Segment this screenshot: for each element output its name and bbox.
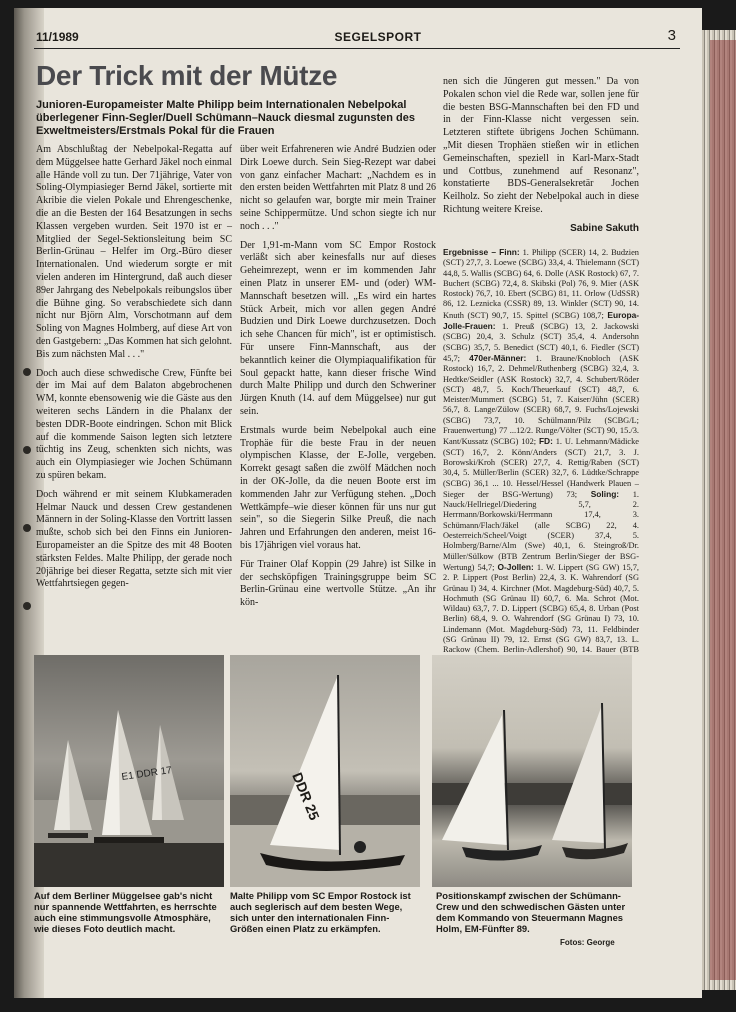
photo-credit: Fotos: George [560,938,615,947]
author-byline: Sabine Sakuth [570,222,639,234]
magazine-title: SEGELSPORT [334,30,422,44]
issue-number: 11/1989 [36,30,79,44]
results-soling: 1. Nauck/Hellriegel/Diedering 5,7, 2. Herrmann/Borkowski/Herrmann 17,4, 3. Schümann/Flach/Jäkel (alle SCBG) 22, 4. Oesterreich/Scheel/Voigt (SCER) 37,4, 5. Holmberg/Barne/Alm (Swe) 40,1, 6. Steingroß/Dr. Müller/Sülkow (BTB Zentrum Berlin/Sieger der BSG-Wertung) 54,7; [443,489,639,572]
article-headline: Der Trick mit der Mütze [36,60,338,91]
paragraph: Erstmals wurde beim Nebelpokal auch eine Trophäe für die beste Frau in der neuen olympischen Klasse, der E-Jolle, vergeben. Korrekt gesagt saßen die zwölf Mädchen noch in der OK-Jolle, da die neuen Boote erst im kommenden Jahr zur Verfügung stehen. „Doch Wettkämpfe–wie dieser können für uns nur gut sein", so die Siegerin Silke Preuß, die nach Jahren und Erfahrungen den anderen, meist 16- bis 17jährigen viel voraus hat. [240,424,436,551]
photo-caption: Auf dem Berliner Müggelsee gab's nicht nur spannende Wettfahrten, es herrschte auch eine stimmungsvolle Atmosphäre, wie dieses Foto deutlich macht. [34,890,217,934]
sailboats-illustration [34,655,224,887]
paragraph: Am Abschlußtag der Nebelpokal-Regatta auf dem Müggelsee hatte Gerhard Jäkel noch einmal alle Hände voll zu tun. Der 71jährige, Vater von Soling-Olympiasieger Bernd Jäkel, sortierte mit Akribie die vielen Pokale und Ehrengeschenke, die an die Besten der 164 Besatzungen in sechs Klassen vergeben wurden. Seit 1970 ist er – Mitglied der Segel-Sektionsleitung beim SC Berlin-Grünau – Helfer im Org.-Büro dieser Internationalen. Und wiederum sorgte er mit vielen anderen im Hintergrund, daß auch dieser 89er Jahrgang des Nebelpokals reibungslos über die Bühne ging. So verabschiedete sich dann nicht nur Björn Alm, Vorschotmann auf dem Soling von Magnes Holmberg, auf diese Art von den Gastgebern: „Das Kommen hat sich gelohnt. Bis zum nächsten Mal . . ." [36,144,232,360]
photo-mueggelsee-boats [34,655,224,887]
photo-caption: Positionskampf zwischen der Schümann-Crew und den schwedischen Gästen unter dem Kommando von Steuermann Magnes Holm, EM-Fünfter 89. [436,890,626,934]
paragraph: Doch während er mit seinem Klubkameraden Helmar Nauck und dessen Crew gestandenen Männern in der Soling-Klasse den Vortritt lassen mußte, schob sich bei den Finns ein Junioren-Europameister an die Spitze des mit 48 Booten stärksten Feldes. Malte Philipp, der gerade noch 20jährige bei dieser Regatta, setzte sich mit vier Wettfahrtsiegen gegen- [36,488,232,590]
paragraph: Für Trainer Olaf Koppin (29 Jahre) ist Silke in der sechsköpfigen Trainingsgruppe beim SC Berlin-Grünau eine wertvolle Stütze. „An ihr kön- [240,558,436,609]
article-subheadline: Junioren-Europameister Malte Philipp beim Internationalen Nebelpokal überlegener Finn-Segler/Duell Schümann–Nauck diesmal zugunsten des Exweltmeisters/Erstmals Pokal für die Frauen [36,99,415,137]
photo-malte-philipp [230,655,420,887]
article-column-2 [240,144,436,654]
sail-number: E1 DDR 17 [120,765,173,783]
paragraph: nen sich die Jüngeren gut messen." Da von Pokalen schon viel die Rede war, sollen jene für die besten BSG-Mannschaften bei den FD und in der Finn-Klasse nicht vergessen sein. Letzteren stiftete übrigens Jochen Schümann. „Mit diesen Trophäen stießen wir in etlichen Gemeinschaften, speziell in Karl-Marx-Stadt und Cottbus, zunehmend auf Resonanz", konstatierte BDS-Generalsekretär Jochen Keilholz. So zieht der Nebelpokal auch in diese Richtung weitere Kreise. [443,76,639,215]
results-box [443,247,639,655]
binding-holes [20,368,34,698]
results-heading: O-Jollen: [497,561,534,572]
page-number: 3 [667,27,676,44]
book-cover-edge [710,40,736,980]
header-rule [34,48,680,49]
results-heading: 470er-Männer: [469,352,527,363]
finn-dinghy-illustration [230,655,420,887]
results-heading: Soling: [590,488,620,499]
article-column-3 [443,76,639,246]
results-finn: 1. Philipp (SCER) 14, 2. Budzien (SCT) 27,7, 3. Loewe (SCBG) 33,4, 4. Thielemann (SCT) 44,8, 5. Wallis (SCBG) 64, 6. Dolle (ASK Rostock) 67, 7. Buchert (SCBG) 72,4, 8. Skibski (Pol) 76, 9. Mier (ASK Rostock) 76,7, 10. Ebert (SCBG) 81, 11. Orlow (UdSSR) 86, 12. Leznicka (CSSR) 89, 13. Winkler (SCT) 90, 14. Knuth (SCT) 90,7, 15. Spittel (SCBG) 108,7; [443,248,639,320]
article-column-1 [36,144,232,684]
paragraph: Doch auch diese schwedische Crew, Fünfte bei der im Mai auf dem Balaton abgebrochenen WM, konnte ebensowenig wie die Gäste aus den weiteren sechs Ländern in die Phalanx der besten DDR-Boote eindringen. Schon mit Blick auf die kommende Saison legten sich letztere tüchtig ins Zeug, schenkten sich nichts, was auch ein Olympiasieger wie Jochen Schümann zu spüren bekam. [36,367,232,481]
sail-number: DDR 25 [289,770,323,823]
results-heading: Ergebnisse – Finn: [443,247,520,257]
photo-position-battle [432,655,632,887]
results-ojolle: 1. W. Lippert (SG GW) 15,7, 2. P. Lippert (Post Berlin) 22,4, 3. K. Wahrendorf (SG Grünau I) 34, 4. Kirchner (Mot. Magdeburg-Süd) 40,7, 5. Hochmuth (SG Grünau II) 60,7, 6. Ma. Schrot (Mot. Wildau) 63,7, 7. D. Lippert (SCBG) 65,4, 8. Urban (Post Berlin) 68,4, 9. O. Wahrendorf (SG Grünau I) 73, 10. Lindemann (Mot. Magdeburg-Süd) 73, 11. Feldbinder (SG Grünau II) 79, 12. Ernst (SG GW) 83,7, 13. L. Rackow (Chem. Berlin-Adlershof) 90, 14. Bauer (BTB [443,562,640,655]
paragraph: über weit Erfahreneren wie André Budzien oder Dirk Loewe durch. Sein Sieg-Rezept war dabei von ganz einfacher Machart: „Nachdem es in den ersten beiden Wettfahrten mit Platz 8 und 26 nicht so gelaufen war, borgte mir mein Trainer seine Schippermütze. Und schon siegte ich nur noch . . ." [240,144,436,232]
results-heading: Europa-Jolle-Frauen: [443,309,640,332]
soling-boats-illustration [432,655,632,887]
photo-caption: Malte Philipp vom SC Empor Rostock ist auch seglerisch auf dem besten Wege, sich unter den internationalen Finn-Größen einen Platz zu erkämpfen. [230,890,411,934]
results-470: 1. Braune/Knobloch (ASK Rostock) 16,7, 2. Dehmel/Ruthenberg (SCBG) 32,4, 3. Hedtke/Seidler (ASK Rostock) 32,7, 4. Schubert/Röder (SCT) 48,7, 5. Koch/Theuerkauf (SCT) 48,7, 6. Meister/Mummert (SCBG) 51, 7. Kaiser/Jühn (SCER) 56,7, 8. Lange/Zülow (SCER) 68,7, 9. Fuchs/Lojewski (SCBG) 73,7, 10. Schülmann/Pilz (SCBG/L; Frauenwertung) 77 ...12/2. Runge/Völter (SCT) 90, 15./3. Kant/Kussatz (SCBG) 102; [443,353,639,447]
paragraph: Der 1,91-m-Mann vom SC Empor Rostock verläßt sich aber keinesfalls nur auf dieses Geheimrezept, wenn er im kommenden Jahr einen Platz in unserer EM- und (oder) WM-Mannschaft besetzen will. „Es wird ein hartes Stück Arbeit, mich vor allen gegen André Budzien und Dirk Loewe durchzusetzen. Doch ich sehe Chancen für mich", ist er optimistisch. Für unsere Finn-Mannschaft, aus der bekanntlich keiner die Olympiaqualifikation für Soul gepackt hatte, kann dieser frische Wind durch Malte Philipp und durch den Schweriner Jürgen Knuth (14. auf dem Müggelsee) nur gut sein. [240,239,436,417]
results-fd: 1. U. Lehmann/Mädicke (SCT) 16,7, 2. Könn/Anders (SCT) 21,7, 3. J. Borowski/Kroh (SCER) 27,7, 4. Rettig/Raben (SCT) 30,4, 5. Müller/Berlin (SCER) 32,7, 6. Lüdtke/Schrappe (SCBG) 36,1 ... 10. Hessel/Hessel (Handwerk Plauen – Sieger der BSG-Wertung) 73; [443,437,640,499]
results-heading: FD: [538,436,553,447]
results-europe-dinghy: 1. Preuß (SCBG) 13, 2. Jackowski (SCBG) 20,4, 3. Schulz (SCT) 35,4, 4. Andersohn (SCBG) 35,7, 5. Benedict (SCT) 40,1, 6. Fiedler (SCT) 45,7; [443,322,640,363]
